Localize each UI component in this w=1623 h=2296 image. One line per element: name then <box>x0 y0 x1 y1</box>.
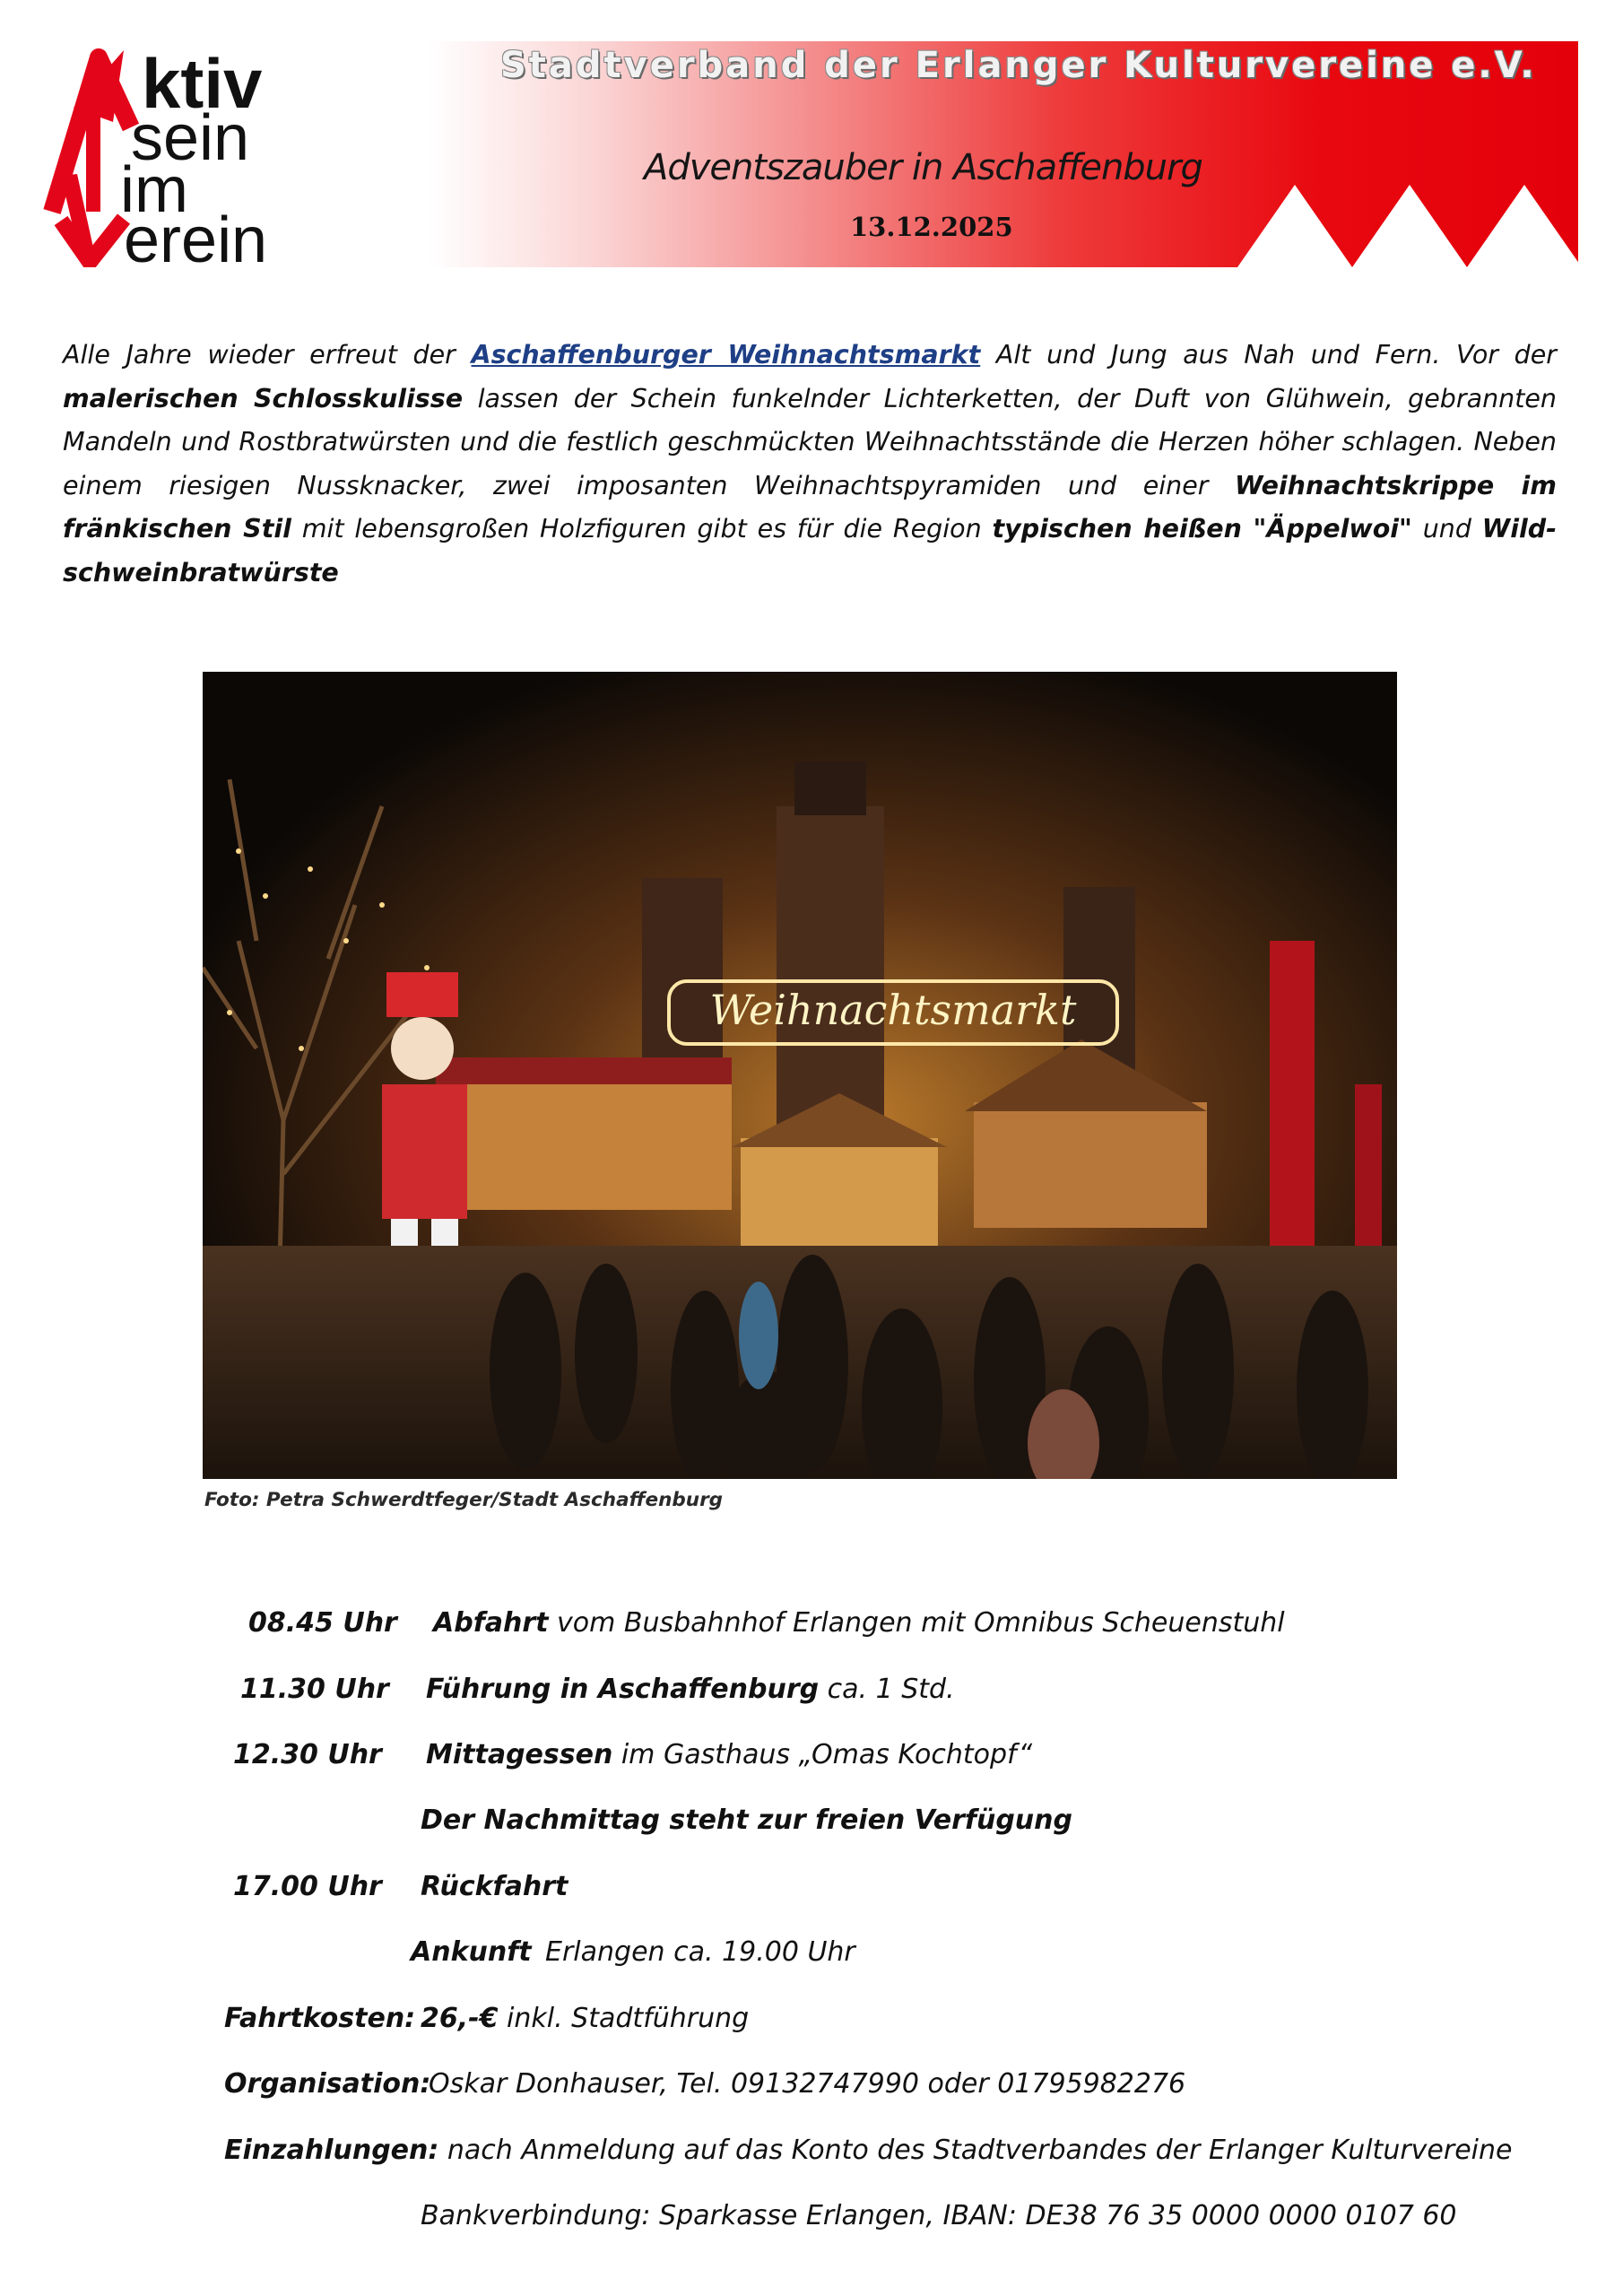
schedule-item: Der Nachmittag steht zur freien Verfügung <box>421 1805 1072 1836</box>
schedule-item: 26,-€ <box>421 2003 499 2034</box>
intro-bold-text: malerischen Schlosskulisse <box>63 383 464 413</box>
intro-text: Alt und Jung aus Nah und Fern. Vor der <box>980 340 1557 370</box>
schedule-time: 11.30 Uhr <box>240 1674 389 1705</box>
schedule-row <box>426 1674 955 1705</box>
schedule-detail: Oskar Donhauser, Tel. 09132747990 oder 01795982276 <box>429 2068 1186 2100</box>
event-date: 13.12.2025 <box>850 212 1013 242</box>
intro-text: mit lebensgroßen Holzfiguren gibt es für die Region <box>291 514 993 544</box>
schedule-row <box>545 1936 855 1968</box>
schedule-row <box>233 1871 382 1902</box>
schedule-detail: ca. 1 Std. <box>819 1674 955 1705</box>
schedule-row <box>433 1607 1285 1639</box>
schedule-detail: Bankverbindung: Sparkasse Erlangen, IBAN: DE38 76 35 0000 0000 0107 60 <box>421 2200 1457 2231</box>
svg-text:ktiv: ktiv <box>142 44 263 123</box>
schedule-row <box>240 1674 389 1705</box>
intro-bold-text: Wild-schweinbratwürste <box>63 514 1557 587</box>
schedule-detail: Erlangen ca. 19.00 Uhr <box>545 1936 855 1968</box>
intro-bold-text: typischen heißen "Äppelwoi" <box>992 514 1412 544</box>
schedule-item: Rückfahrt <box>421 1871 568 1902</box>
intro-text: lassen der Schein funkelnder Lichterketten, der Duft von Glühwein, gebrannten Mandeln und Rostbratwürsten und die festlich geschmückten Weihnachtsstände die Herzen höher schlagen. Neben einem riesigen Nussknacker, zwei imposanten Weihnachtspyramiden und einer <box>63 383 1557 500</box>
page-title: Adventszauber in Aschaffenburg <box>644 147 1202 188</box>
schedule-row <box>421 2200 1457 2231</box>
schedule-row <box>248 1607 397 1639</box>
schedule-row <box>411 1936 532 1968</box>
intro-bold-text: Weihnachtskrippe im fränkischen Stil <box>63 470 1558 544</box>
schedule-detail: inkl. Stadtführung <box>498 2003 750 2034</box>
svg-text:erein: erein <box>124 204 268 267</box>
header <box>34 41 1578 267</box>
schedule-row <box>421 1805 1072 1836</box>
franconian-rake-emblem <box>1237 178 1578 267</box>
weihnachtsmarkt-sign: Weihnachtsmarkt <box>709 986 1077 1034</box>
svg-text:im: im <box>120 154 188 226</box>
schedule-item: Mittagessen <box>426 1739 613 1770</box>
schedule-row <box>421 2003 749 2034</box>
weihnachtsmarkt-link[interactable]: Aschaffenburger Weihnachtsmarkt <box>471 340 981 370</box>
schedule-detail: im Gasthaus „Omas Kochtopf“ <box>612 1739 1033 1770</box>
photo-caption: Foto: Petra Schwerdtfeger/Stadt Aschaffenburg <box>204 1489 724 1511</box>
schedule-row <box>224 2135 1512 2166</box>
intro-text: Alle Jahre wieder erfreut der <box>63 340 472 370</box>
schedule-time: 17.00 Uhr <box>233 1871 382 1902</box>
schedule-time: 08.45 Uhr <box>248 1607 397 1639</box>
schedule-label: Organisation: <box>224 2068 431 2100</box>
christmas-market-photo <box>203 672 1397 1479</box>
schedule-label: Fahrtkosten: <box>224 2003 416 2034</box>
schedule-time: 12.30 Uhr <box>233 1739 382 1770</box>
intro-text: und <box>1411 514 1482 544</box>
schedule-row <box>224 2003 415 2034</box>
intro-paragraph <box>63 334 1557 595</box>
org-name: Stadtverband der Erlanger Kulturvereine e.V. <box>500 45 1537 86</box>
schedule-item: Abfahrt <box>433 1607 549 1639</box>
schedule-row <box>426 1739 1032 1770</box>
schedule-row <box>224 2068 430 2100</box>
schedule-row <box>233 1739 382 1770</box>
schedule-row <box>421 1871 568 1902</box>
schedule-row <box>429 2068 1185 2100</box>
schedule-label: Einzahlungen: <box>224 2135 439 2166</box>
schedule-detail: nach Anmeldung auf das Konto des Stadtverbandes der Erlanger Kulturvereine <box>438 2135 1513 2166</box>
aktiv-sein-im-verein-logo <box>34 41 429 267</box>
svg-text:sein: sein <box>131 102 250 174</box>
schedule-detail: vom Busbahnhof Erlangen mit Omnibus Scheuenstuhl <box>548 1607 1285 1639</box>
schedule-item: Führung in Aschaffenburg <box>426 1674 820 1705</box>
schedule-item: Ankunft <box>411 1936 532 1968</box>
header-banner <box>429 41 1578 267</box>
